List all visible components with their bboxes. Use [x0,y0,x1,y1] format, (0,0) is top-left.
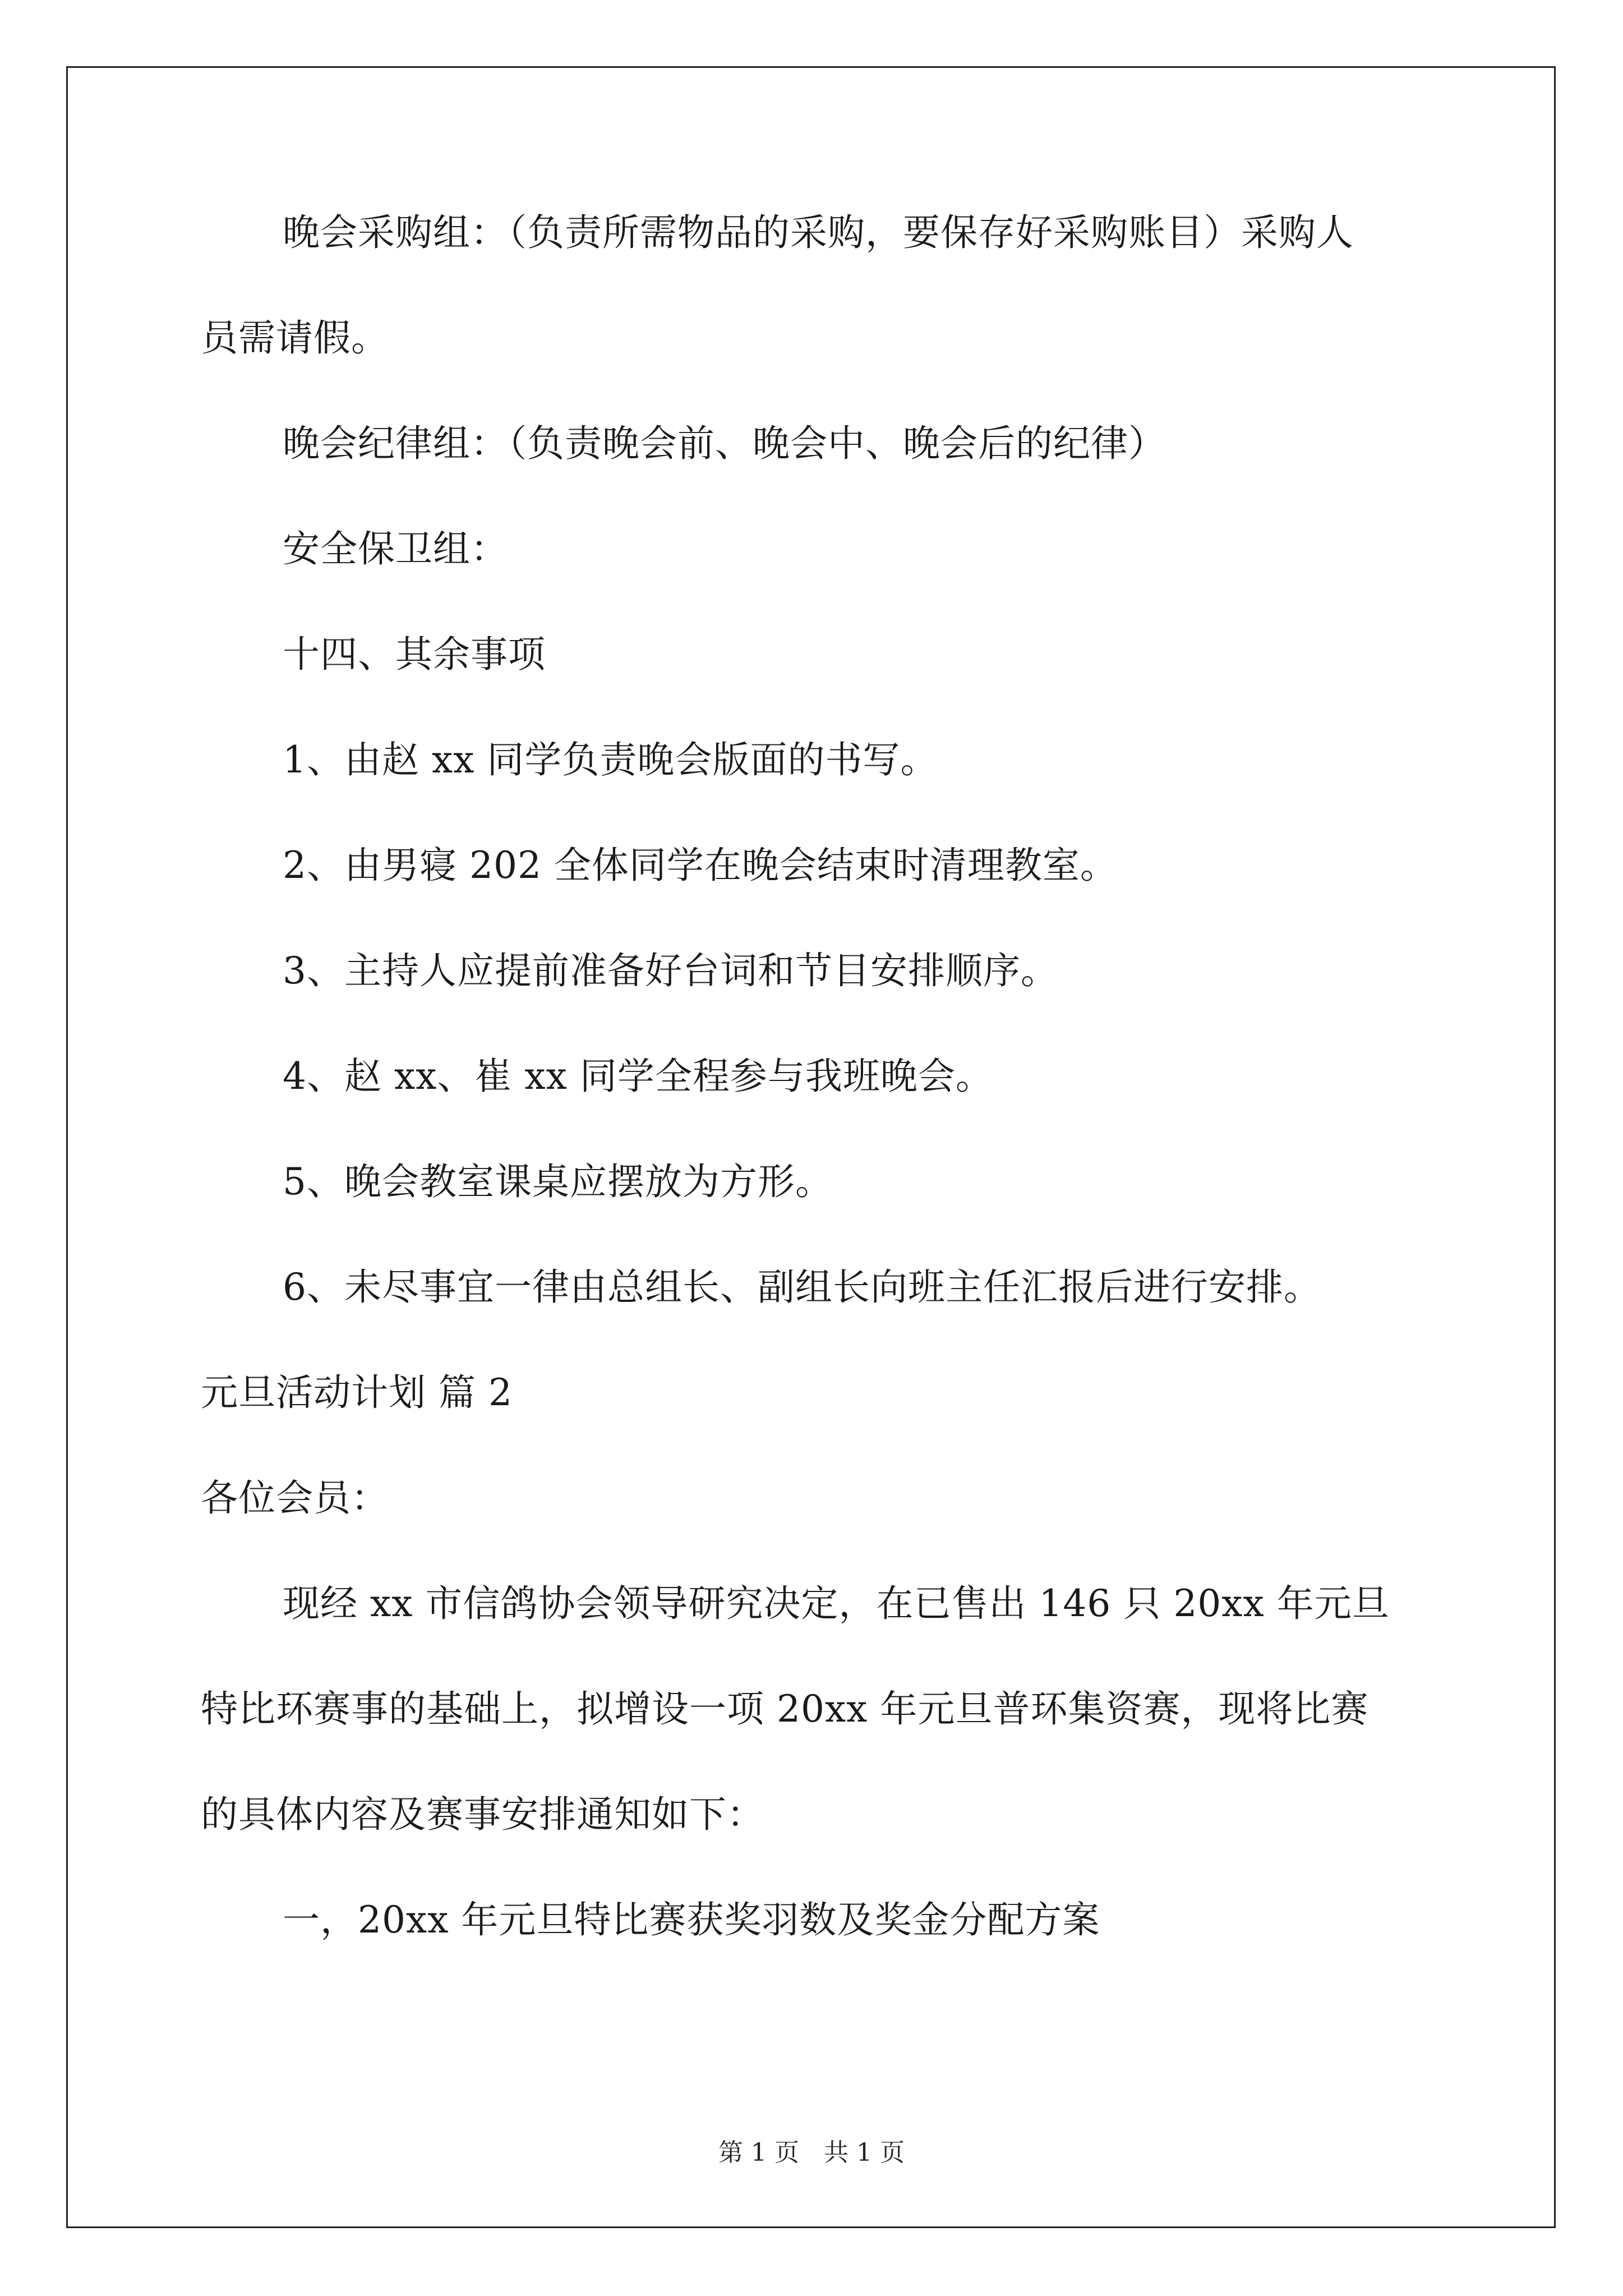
paragraph-line: 现经 xx 市信鸽协会领导研究决定，在已售出 146 只 20xx 年元旦 [283,1582,1390,1625]
paragraph-line: 安全保卫组： [283,527,508,570]
section-heading: 一，20xx 年元旦特比赛获奖羽数及奖金分配方案 [283,1898,1100,1941]
list-item: 1、由赵 xx 同学负责晚会版面的书写。 [283,738,938,781]
salutation: 各位会员： [201,1476,389,1520]
paragraph-line: 晚会纪律组：（负责晚会前、晚会中、晚会后的纪律） [283,422,1166,465]
document-title: 元旦活动计划 篇 2 [201,1371,513,1414]
paragraph-line: 员需请假。 [201,316,389,360]
list-item: 4、赵 xx、崔 xx 同学全程参与我班晚会。 [283,1055,993,1098]
list-item: 2、由男寝 202 全体同学在晚会结束时清理教室。 [283,844,1118,887]
list-item: 6、未尽事宜一律由总组长、副组长向班主任汇报后进行安排。 [283,1266,1321,1309]
paragraph-line: 晚会采购组：（负责所需物品的采购，要保存好采购账目）采购人 [283,211,1354,254]
paragraph-line: 特比环赛事的基础上，拟增设一项 20xx 年元旦普环集资赛，现将比赛 [201,1687,1369,1731]
list-item: 3、主持人应提前准备好台词和节目安排顺序。 [283,949,1058,992]
paragraph-line: 的具体内容及赛事安排通知如下： [201,1793,764,1836]
list-item: 5、晚会教室课桌应摆放为方形。 [283,1160,833,1203]
page-footer: 第 1 页 共 1 页 [718,2138,905,2167]
section-heading: 十四、其余事项 [283,633,546,676]
